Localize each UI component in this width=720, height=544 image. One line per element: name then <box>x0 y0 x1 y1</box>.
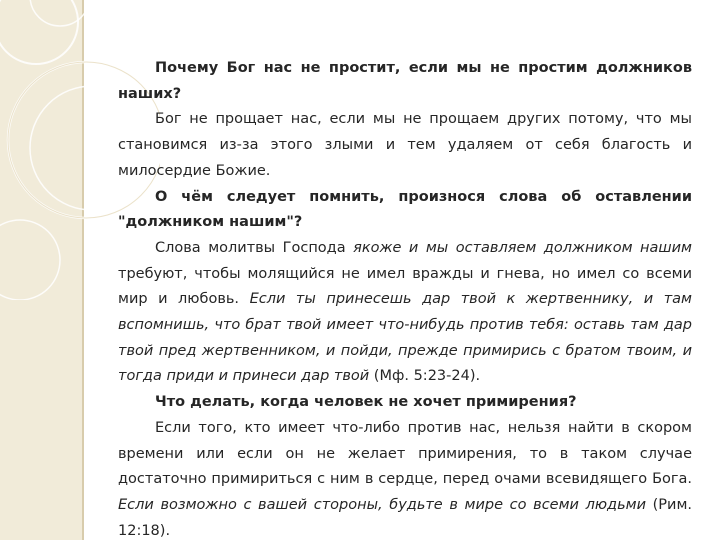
answer-1 <box>118 107 692 184</box>
answer-text: требуют, чтобы молящийся не имел вражды и гнева, но имел со всеми мир и любовь. <box>118 265 692 308</box>
answer-3 <box>118 416 692 544</box>
answer-text: Бог не прощает нас, если мы не прощаем других потому, что мы становимся из-за этого злыми и тем удаляем от себя благость и милосердие Божие. <box>118 111 692 179</box>
answer-text: Если того, кто имеет что-либо против нас, нельзя найти в скором времени или если он не желает примирения, то в таком случае достаточно примириться с ним в сердце, перед очами всевидящего Бога. <box>118 419 692 488</box>
answer-text: (Мф. 5:23-24). <box>369 368 481 385</box>
question-3: Что делать, когда человек не хочет примирения? <box>155 394 577 411</box>
answer-2 <box>118 236 692 390</box>
scripture-quote: Если ты принесешь дар твой к жертвеннику, и там вспомнишь, что брат твой имеет что-нибудь против тебя: оставь там дар твой пред жертвенником, и пойди, прежде примирись с братом твоим, и тогда приди и принеси дар твой <box>118 291 692 385</box>
document-body <box>118 56 692 544</box>
scripture-quote: Если возможно с вашей стороны, будьте в мире со всеми людьми <box>118 496 646 513</box>
question-1: Почему Бог нас не простит, если мы не простим должников наших? <box>118 60 692 102</box>
scripture-quote: якоже и мы оставляем должником нашим <box>353 239 692 256</box>
answer-text: Слова молитвы Господа <box>155 239 354 256</box>
question-2: О чём следует помнить, произнося слова об оставлении "должником нашим"? <box>118 188 692 231</box>
answer-text: (Рим. 12:18). <box>118 496 693 539</box>
